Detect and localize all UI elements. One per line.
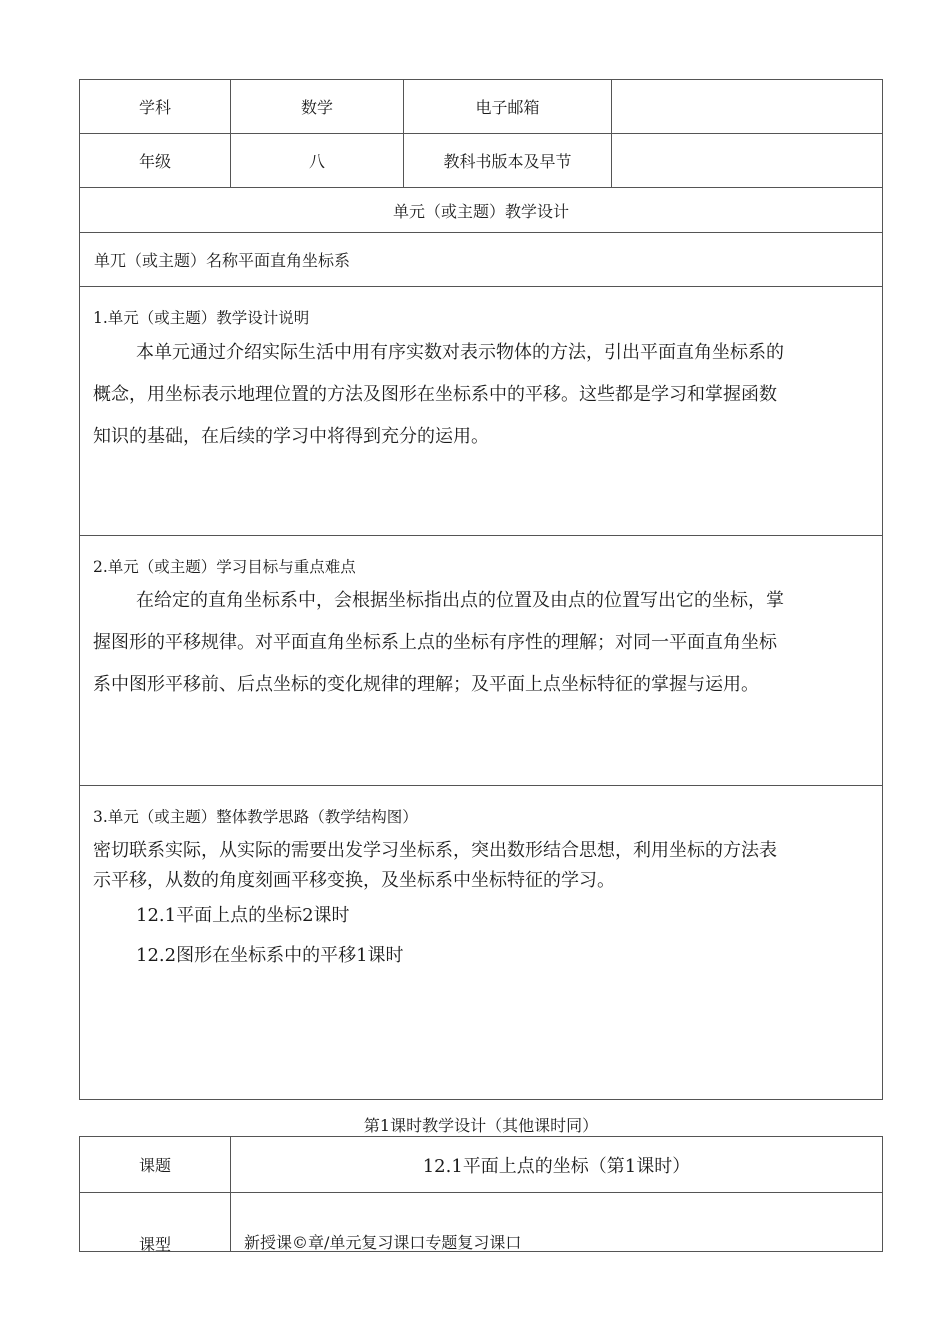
section3-text [93, 836, 883, 896]
email-value [612, 80, 882, 133]
section2-line: 握图形的平移规律。对平面直角坐标系上点的坐标有序性的理解；对同一平面直角坐标 [93, 632, 777, 653]
lesson-item: 12.1平面上点的坐标2课时 [136, 905, 350, 926]
section2-line: 系中图形平移前、后点坐标的变化规律的理解；及平面上点坐标特征的掌握与运用。 [93, 674, 759, 695]
section3-line: 密切联系实际，从实际的需要出发学习坐标系，突出数形结合思想，利用坐标的方法表 [93, 840, 777, 861]
row-divider-6 [79, 785, 883, 786]
type-label: 课型 [138, 1235, 171, 1254]
type-value: 新授课©章/单元复习课口专题复习课口 [244, 1233, 522, 1252]
textbook-value [612, 134, 882, 187]
section2-heading: 2.单元（或主题）学习目标与重点难点 [93, 558, 356, 576]
grade-label: 年级 [138, 152, 171, 171]
section1-heading: 1.单元（或主题）教学设计说明 [93, 309, 310, 327]
section1-text [93, 332, 883, 458]
section3-line: 示平移，从数的角度刻画平移变换，及坐标系中坐标特征的学习。 [93, 870, 615, 891]
row-divider-4 [79, 286, 883, 287]
design-title: 单元（或主题）教学设计 [392, 201, 569, 221]
lesson-table-divider [79, 1192, 883, 1193]
section3-heading: 3.单元（或主题）整体教学思路（教学结构图） [93, 808, 418, 826]
section1-line: 概念，用坐标表示地理位置的方法及图形在坐标系中的平移。这些都是学习和掌握函数 [93, 384, 777, 405]
section2-text [93, 580, 883, 706]
section1-line: 本单元通过介绍实际生活中用有序实数对表示物体的方法，引出平面直角坐标系的 [136, 342, 784, 363]
table-border-left [79, 79, 80, 1100]
unit-name: 单兀（或主题）名称平面直角坐标系 [94, 251, 351, 270]
lesson-item: 12.2图形在坐标系中的平移1课时 [136, 945, 404, 966]
topic-label: 课题 [138, 1156, 171, 1175]
textbook-label: 教科书版本及早节 [443, 152, 572, 171]
email-label: 电子邮箱 [475, 98, 540, 117]
grade-value: 八 [308, 152, 325, 171]
row-divider-5 [79, 535, 883, 536]
topic-value: 12.1平面上点的坐标（第1课时） [422, 1155, 691, 1177]
lesson-table-right [882, 1136, 883, 1252]
table-border-bottom [79, 1099, 883, 1100]
section1-line: 知识的基础，在后续的学习中将得到充分的运用。 [93, 426, 489, 447]
subject-value: 数学 [300, 98, 333, 117]
section2-line: 在给定的直角坐标系中，会根据坐标指出点的位置及由点的位置写出它的坐标，掌 [136, 590, 784, 611]
subject-label: 学科 [138, 98, 171, 117]
lesson-caption: 第1课时教学设计（其他课时同） [363, 1115, 599, 1135]
